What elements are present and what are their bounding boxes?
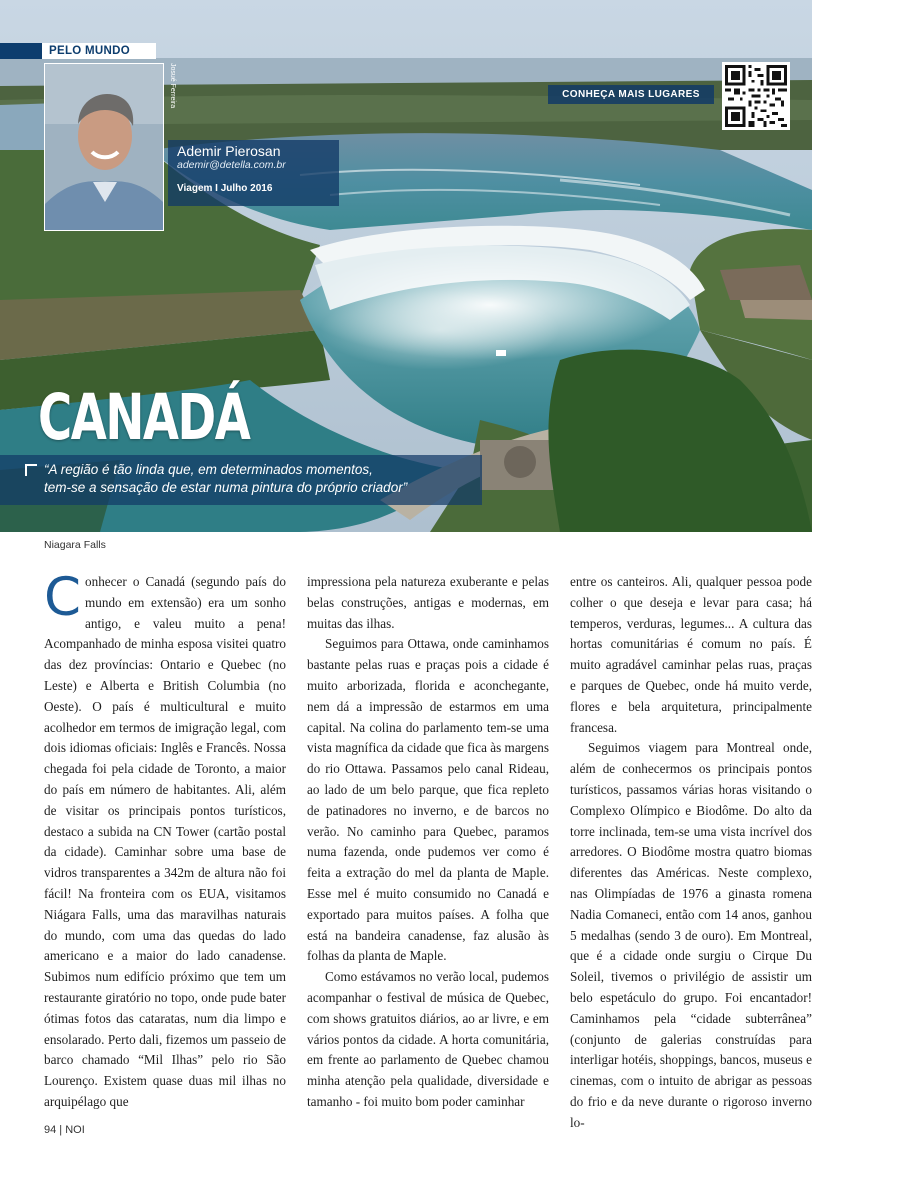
pull-quote-line-1: “A região é tão linda que, em determinados momentos, — [44, 462, 373, 477]
paragraph: Seguimos para Ottawa, onde caminhamos bastante pelas ruas e praças pois a cidade é muito arborizada, florida e aconchegante, nem dá a impressão de estarmos em uma capital. Na colina do parlamento tem-se uma vista magnífica da cidade que fica às margens do rio Ottawa. Passamos pelo canal Rideau, ao lado de um belo parque, que fica repleto de patinadores no inverno, e de barcos no verão. No caminho para Quebec, paramos numa fazenda, onde pudemos ver como é feita a extração do mel da planta de Maple. Esse mel é muito consumido no Canadá e exportado para muitos países. A folha que está na bandeira canadense, faz alusão às folhas da planta de Maple. — [307, 636, 549, 964]
drop-cap: C — [44, 567, 82, 628]
edition-label: Viagem I Julho 2016 — [177, 183, 273, 194]
article-title: CANADÁ — [38, 381, 250, 454]
qr-code-icon — [725, 65, 787, 127]
qr-code[interactable] — [722, 62, 790, 130]
pull-quote-line-2: tem-se a sensação de estar numa pintura do próprio criador” — [44, 480, 408, 495]
paragraph: Seguimos viagem para Montreal onde, além de conhecermos os principais pontos turísticos, passamos várias horas visitando o Complexo Olímpico e Biodôme. Do alto da torre inclinada, tem-se uma vista incrível dos arredores. O Biodôme mostra quatro biomas diferentes das Américas. Neste complexo, nas Olimpíadas de 1976 a ginasta romena Nadia Comaneci, então com 14 anos, ganhou 5 medalhas (sendo 3 de ouro). Em Montreal, que é a cidade onde surgiu o Cirque Du Soleil, tivemos o privilégio de assistir um belo espetáculo do grupo. Foi encantador! Caminhamos pela “cidade subterrânea” (conjunto de galerias construídas para interligar hotéis, shoppings, bancos, museus e cinemas, com o intuito de abrigar as pessoas do frio e da neve durante o rigoroso inverno lo- — [570, 740, 812, 1130]
paragraph: impressiona pela natureza exuberante e pelas belas construções, antigas e modernas, em muitas das ilhas. — [307, 574, 549, 631]
paragraph: entre os canteiros. Ali, qualquer pessoa pode colher o que deseja e levar para casa; há temperos, verduras, legumes... A cultura das hortas comunitárias é comum no país. É muito agradável caminhar pelas ruas, praças e parques de Quebec, onde há muito verde, flores e bela arquitetura, principalmente francesa. — [570, 574, 812, 735]
author-email[interactable]: ademir@detella.com.br — [177, 159, 286, 171]
author-portrait-icon — [45, 64, 164, 231]
hero-image — [0, 0, 812, 532]
photo-caption: Niagara Falls — [44, 539, 106, 551]
author-photo — [44, 63, 164, 231]
paragraph: Como estávamos no verão local, pudemos acompanhar o festival de música de Quebec, com shows gratuitos diários, ao ar livre, e em vários pontos da cidade. A horta comunitária, em frente ao parlamento de Quebec chamou minha atenção pela qualidade, diversidade e tamanho - foi muito bom poder caminhar — [307, 969, 549, 1109]
photo-credit: Josué Ferreira — [169, 63, 176, 109]
paragraph — [44, 567, 286, 1113]
paragraph-text: onhecer o Canadá (segundo país do mundo em extensão) era um sonho antigo, e valeu muito a pena! Acompanhado de minha esposa visitei quatro das dez províncias: Ontario e Quebec (no Leste) e Alberta e British Columbia (no Oeste). O país é multicultural e muito acolhedor em termos de imigração legal, com dois idiomas oficiais: Inglês e Francês. Nossa chegada foi pela cidade de Toronto, a maior do país em número de habitantes. Ali, além de visitar os principais pontos turísticos, destaco a subida na CN Tower (cartão postal da cidade). Caminhar sobre uma base de vidros transparentes a 342m de altura não foi fácil! Na fronteira com os EUA, visitamos Niágara Falls, uma das maravilhas naturais do mundo, com uma das quedas do lado americano e a maior do lado canadense. Subimos num edifício próximo que tem um restaurante giratório no topo, onde pude bater ótimas fotos das cataratas, num dia limpo e ensolarado. Perto dali, fizemos um passeio de barco chamado “Mil Ilhas” pelo rio São Lourenço. Existem quase duas mil ilhas no arquipélago que — [44, 574, 286, 1109]
text-column-2 — [307, 572, 549, 1113]
page-footer: 94 | NOI — [44, 1124, 85, 1136]
more-places-label: CONHEÇA MAIS LUGARES — [548, 85, 714, 104]
text-column-3 — [570, 572, 812, 1134]
text-column-1 — [44, 567, 286, 1113]
author-name: Ademir Pierosan — [177, 143, 281, 159]
section-tag: PELO MUNDO — [0, 43, 156, 59]
